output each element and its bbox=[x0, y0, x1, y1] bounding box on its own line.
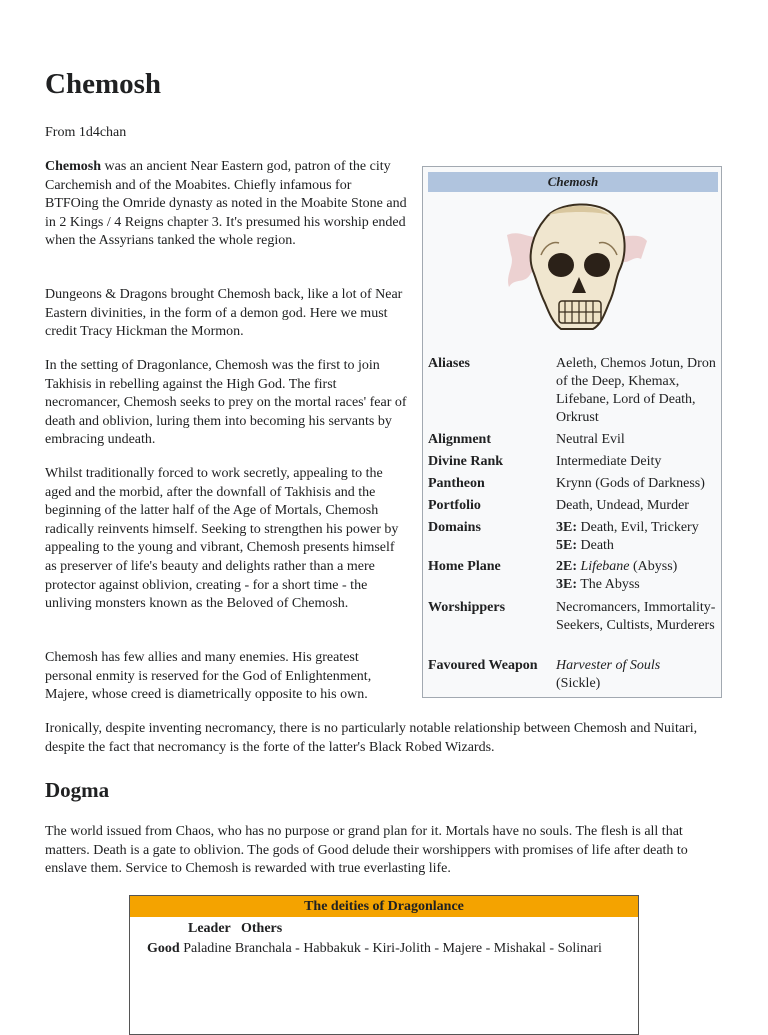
row-label: Good bbox=[147, 941, 180, 956]
paragraph-text: Dungeons & Dragons brought Chemosh back, like a lot of Near Eastern divinities, in the form of a demon god. Here we must credit Tracy Hickman the Mormon. bbox=[45, 287, 403, 340]
deities-table bbox=[129, 895, 639, 1035]
column-header-others: Others bbox=[241, 921, 283, 936]
edition-label: 3E: bbox=[556, 577, 577, 592]
edition-label: 2E: bbox=[556, 559, 577, 574]
intro-text: was an ancient Near Eastern god, patron of the city Carchemish and of the Moabites. Chiefly infamous for BTFOing the Omride dynasty as noted in the Moabite Stone and in 2 Kings / 4 Reigns chapter 3. It's presumed his worship ended when the Assyrians tanked the whole region. bbox=[45, 159, 407, 249]
intro-bold: Chemosh bbox=[45, 159, 102, 174]
weapon-link[interactable]: Harvester of Souls bbox=[556, 658, 661, 673]
paragraph-text: Chemosh has few allies and many enemies. His greatest personal enmity is reserved for the God of Enlightenment, Majere, whose creed is diametrically opposite to his own. bbox=[45, 650, 372, 703]
leader-link[interactable]: Paladine bbox=[183, 941, 232, 956]
infobox-value bbox=[556, 519, 722, 555]
infobox-label: Aliases bbox=[428, 356, 470, 371]
paragraph-text: Whilst traditionally forced to work secretly, appealing to the aged and the morbid, after the downfall of Takhisis and the beginning of the latter half of the Age of Mortals, Chemosh radically reinvents himself. Seeking to strengthen his power by appealing to the young and vibrant, Chemosh presents himself as preserver of life's beauty and delights rather than a mere protector against oblivion, creating - for a short time - the unliving monsters known as the Beloved of Chemosh. bbox=[45, 466, 399, 612]
infobox-label: Home Plane bbox=[428, 559, 501, 574]
dogma-paragraph bbox=[45, 823, 725, 879]
infobox-title: Chemosh bbox=[428, 172, 718, 192]
infobox-value bbox=[556, 657, 722, 693]
source-line: From 1d4chan bbox=[45, 125, 127, 140]
infobox-label: Divine Rank bbox=[428, 454, 504, 469]
edition-value: Death, Evil, Trickery bbox=[577, 520, 699, 535]
edition-label: 3E: bbox=[556, 520, 577, 535]
infobox-value: Neutral Evil bbox=[556, 432, 625, 447]
infobox-value: Necromancers, Immortality-Seekers, Cultists, Murderers bbox=[556, 600, 716, 633]
infobox-value: Death, Undead, Murder bbox=[556, 498, 689, 513]
intro-paragraph bbox=[45, 158, 407, 251]
edition-value: (Sickle) bbox=[556, 676, 601, 691]
paragraph-text: The world issued from Chaos, who has no purpose or grand plan for it. Mortals have no souls. The flesh is all that matters. Death is a gate to oblivion. The gods of Good delude their worshippers with promises of life after death to enslave them. Service to Chemosh is rewarded with true everlasting life. bbox=[45, 824, 688, 877]
edition-value: The Abyss bbox=[577, 577, 640, 592]
paragraph-nuitari bbox=[45, 720, 725, 757]
edition-value: Death bbox=[577, 538, 614, 553]
column-header-leader: Leader bbox=[188, 921, 231, 936]
infobox-label: Alignment bbox=[428, 432, 491, 447]
infobox-label: Pantheon bbox=[428, 476, 485, 491]
skull-icon bbox=[501, 195, 651, 343]
dogma-heading: Dogma bbox=[45, 778, 110, 802]
paragraph-text: In the setting of Dragonlance, Chemosh was the first to join Takhisis in rebelling against the High God. The first necromancer, Chemosh seeks to prey on the mortal races' fear of death and oblivion, luring them into becoming his servants by embracing undeath. bbox=[45, 358, 407, 448]
infobox bbox=[422, 166, 722, 698]
paragraph-reinvention bbox=[45, 465, 407, 614]
infobox-label: Domains bbox=[428, 520, 481, 535]
edition-label: 5E: bbox=[556, 538, 577, 553]
paragraph-text: Ironically, despite inventing necromancy, there is no particularly notable relationship between Chemosh and Nuitari, despite the fact that necromancy is the forte of the latter's Black Robed Wizards. bbox=[45, 721, 698, 755]
infobox-value: Aeleth, Chemos Jotun, Dron of the Deep, Khemax, Lifebane, Lord of Death, Orkrust bbox=[556, 356, 716, 425]
others-links[interactable]: Branchala - Habbakuk - Kiri-Jolith - Majere - Mishakal - Solinari bbox=[234, 941, 602, 956]
infobox-label: Portfolio bbox=[428, 498, 481, 513]
paragraph-dnd bbox=[45, 286, 407, 342]
deities-table-title: The deities of Dragonlance bbox=[130, 895, 638, 917]
edition-value: (Abyss) bbox=[629, 559, 678, 574]
plane-link[interactable]: Lifebane bbox=[580, 559, 630, 574]
paragraph-dragonlance bbox=[45, 357, 407, 450]
paragraph-enemies bbox=[45, 649, 407, 705]
infobox-value: Krynn (Gods of Darkness) bbox=[556, 476, 705, 491]
page-title: Chemosh bbox=[45, 68, 162, 100]
table-row-good bbox=[147, 940, 602, 959]
infobox-label: Favoured Weapon bbox=[428, 658, 538, 673]
infobox-value bbox=[556, 558, 722, 594]
infobox-label: Worshippers bbox=[428, 600, 506, 615]
infobox-value: Intermediate Deity bbox=[556, 454, 662, 469]
